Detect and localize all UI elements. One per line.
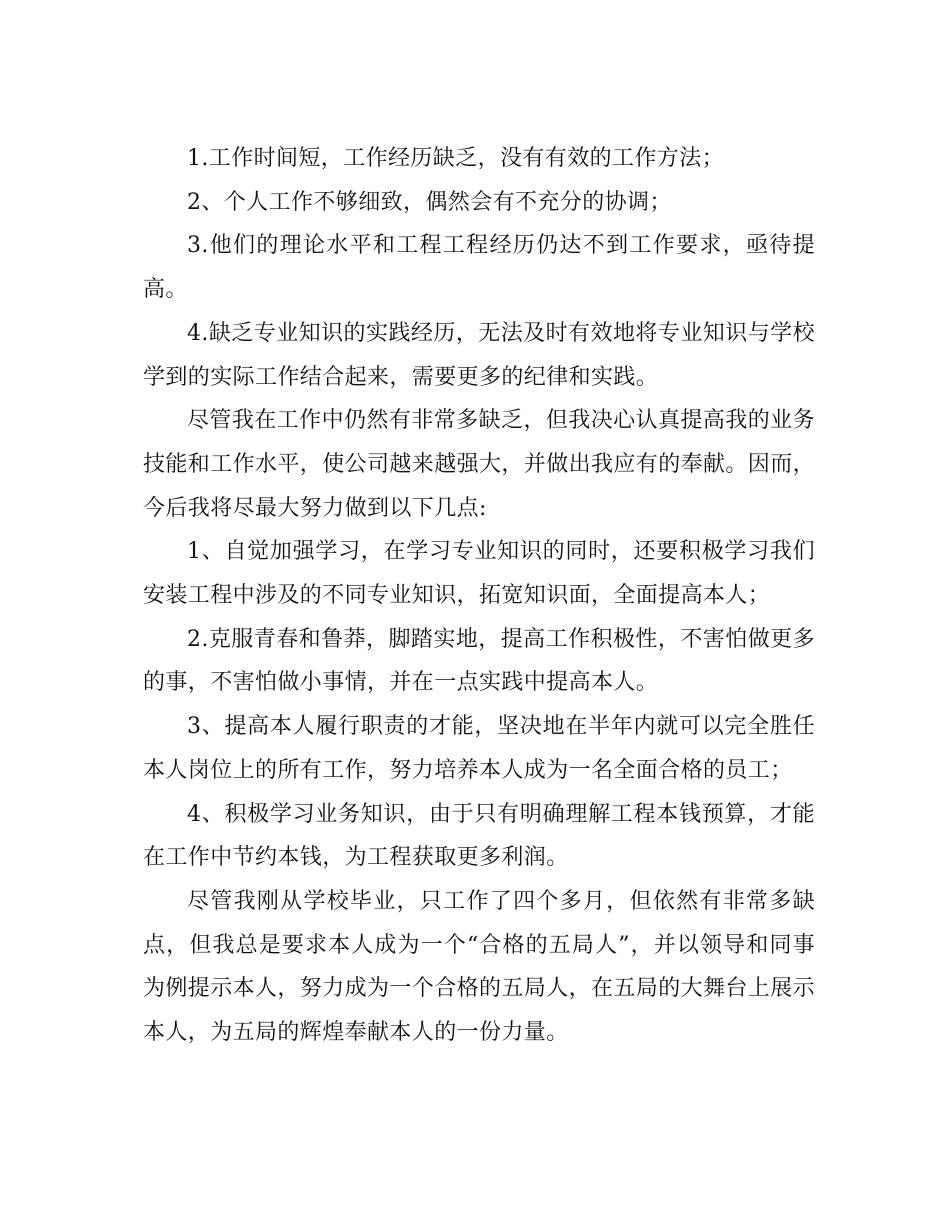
paragraph-weakness-2: 2、个人工作不够细致，偶然会有不充分的协调； [187,189,672,215]
paragraph-weakness-1: 1.工作时间短，工作经历缺乏，没有有效的工作方法； [187,146,724,171]
paragraph-plan-2: 2.克服青春和鲁莽，脚踏实地，提高工作积极性，不害怕做更多的事，不害怕做小事情，并在一点实践中提高本人。 [143,626,815,696]
paragraph-weakness-3: 3.他们的理论水平和工程工程经历仍达不到工作要求，亟待提高。 [143,233,815,303]
paragraph-resolution: 尽管我在工作中仍然有非常多缺乏，但我决心认真提高我的业务技能和工作水平，使公司越来越强大，并做出我应有的奉献。因而，今后我将尽最大努力做到以下几点: [143,408,816,521]
document-body [143,137,815,1055]
paragraph-plan-4: 4、积极学习业务知识，由于只有明确理解工程本钱预算，才能在工作中节约本钱，为工程获取更多利润。 [143,801,815,871]
paragraph-weakness-4: 4.缺乏专业知识的实践经历，无法及时有效地将专业知识与学校学到的实际工作结合起来，需要更多的纪律和实践。 [143,320,815,390]
paragraph-conclusion: 尽管我刚从学校毕业，只工作了四个多月，但依然有非常多缺点，但我总是要求本人成为一个“合格的五局人”，并以领导和同事为例提示本人，努力成为一个合格的五局人，在五局的大舞台上展示本人，为五局的辉煌奉献本人的一份力量。 [143,888,816,1046]
paragraph-plan-3: 3、提高本人履行职责的才能，坚决地在半年内就可以完全胜任本人岗位上的所有工作，努力培养本人成为一名全面合格的员工； [143,714,815,783]
paragraph-plan-1: 1、自觉加强学习，在学习专业知识的同时，还要积极学习我们安装工程中涉及的不同专业知识，拓宽知识面，全面提高本人； [143,539,815,609]
